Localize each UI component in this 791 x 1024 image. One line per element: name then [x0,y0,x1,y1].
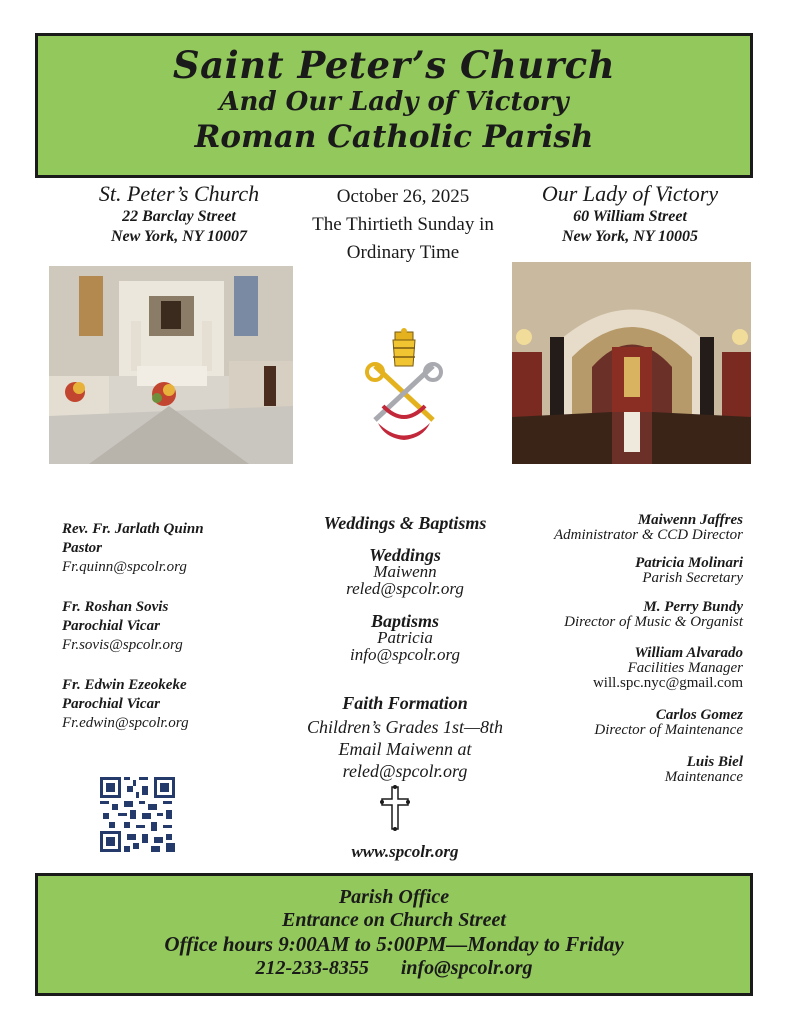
weddings-label: Weddings [369,545,441,565]
staff-role: Facilities Manager [627,660,743,676]
website-link[interactable]: www.spcolr.org [351,842,459,861]
staff-2 [635,556,743,586]
office-hours: Office hours 9:00AM to 5:00PM—Monday to Friday [164,932,624,956]
clergy-email[interactable]: Fr.quinn@spcolr.org [62,559,187,575]
staff-role: Director of Maintenance [594,722,743,738]
olv-info [512,181,748,247]
weddings-contact: Maiwenn [373,562,437,581]
staff-name: M. Perry Bundy [643,599,743,615]
parish-office-label: Parish Office [338,886,450,908]
staff-email[interactable]: will.spc.nyc@gmail.com [592,675,743,691]
phone-number[interactable]: 212-233-8355 [255,957,369,979]
season: Ordinary Time [346,242,460,263]
clergy-name: Fr. Edwin Ezeokeke [62,677,187,693]
entrance-note: Entrance on Church Street [282,909,506,931]
olv-interior-photo [512,262,751,464]
cross-icon [380,785,410,831]
staff-role: Parish Secretary [642,570,743,586]
clergy-title: Pastor [62,540,103,556]
clergy-email[interactable]: Fr.edwin@spcolr.org [62,715,189,731]
olv-street: 60 William Street [573,208,687,225]
sacraments-heading: Weddings & Baptisms [323,513,487,533]
staff-4 [593,646,743,691]
weddings-email[interactable]: reled@spcolr.org [346,579,464,598]
footer-email[interactable]: info@spcolr.org [400,957,533,979]
faith-formation-email-text: Email Maiwenn at [338,739,472,759]
clergy-title: Parochial Vicar [62,618,160,634]
st-peters-info [50,181,308,247]
staff-6 [665,755,743,785]
staff-3 [564,600,743,630]
clergy-email[interactable]: Fr.sovis@spcolr.org [62,637,183,653]
papal-emblem-icon [363,328,447,448]
staff-name: Maiwenn Jaffres [637,512,743,528]
sunday-name: The Thirtieth Sunday in [312,214,494,235]
baptisms-email[interactable]: info@spcolr.org [350,645,460,664]
clergy-2 [62,598,183,655]
header-title: Saint Peter’s Church [172,43,616,87]
qr-code-icon[interactable] [100,777,175,852]
footer-banner [35,873,753,996]
st-peters-name: St. Peter’s Church [98,181,260,206]
staff-name: William Alvarado [634,645,743,661]
st-peters-city: New York, NY 10007 [111,228,247,245]
staff-role: Director of Music & Organist [564,614,743,630]
staff-1 [554,513,743,543]
staff-name: Patricia Molinari [635,555,743,571]
header-banner [35,33,753,178]
staff-5 [594,708,743,738]
staff-role: Maintenance [664,769,743,785]
clergy-3 [62,676,189,733]
faith-formation-grades: Children’s Grades 1st—8th [306,717,504,737]
faith-formation-email[interactable]: reled@spcolr.org [342,761,468,781]
baptisms-label: Baptisms [370,611,440,631]
baptisms-contact: Patricia [377,628,433,647]
staff-name: Luis Biel [686,754,743,770]
contact-line [38,957,750,980]
date: October 26, 2025 [336,186,470,207]
liturgical-date [298,183,508,267]
st-peters-interior-photo [49,266,293,464]
olv-city: New York, NY 10005 [562,228,698,245]
clergy-name: Rev. Fr. Jarlath Quinn [62,521,204,537]
faith-formation-heading: Faith Formation [342,693,468,713]
clergy-1 [62,520,204,577]
header-subtitle: And Our Lady of Victory [219,87,569,117]
st-peters-street: 22 Barclay Street [122,208,236,225]
clergy-name: Fr. Roshan Sovis [62,599,169,615]
clergy-title: Parochial Vicar [62,696,160,712]
header-parish: Roman Catholic Parish [194,119,594,155]
staff-role: Administrator & CCD Director [553,527,743,543]
staff-name: Carlos Gomez [655,707,743,723]
olv-name: Our Lady of Victory [541,181,719,206]
